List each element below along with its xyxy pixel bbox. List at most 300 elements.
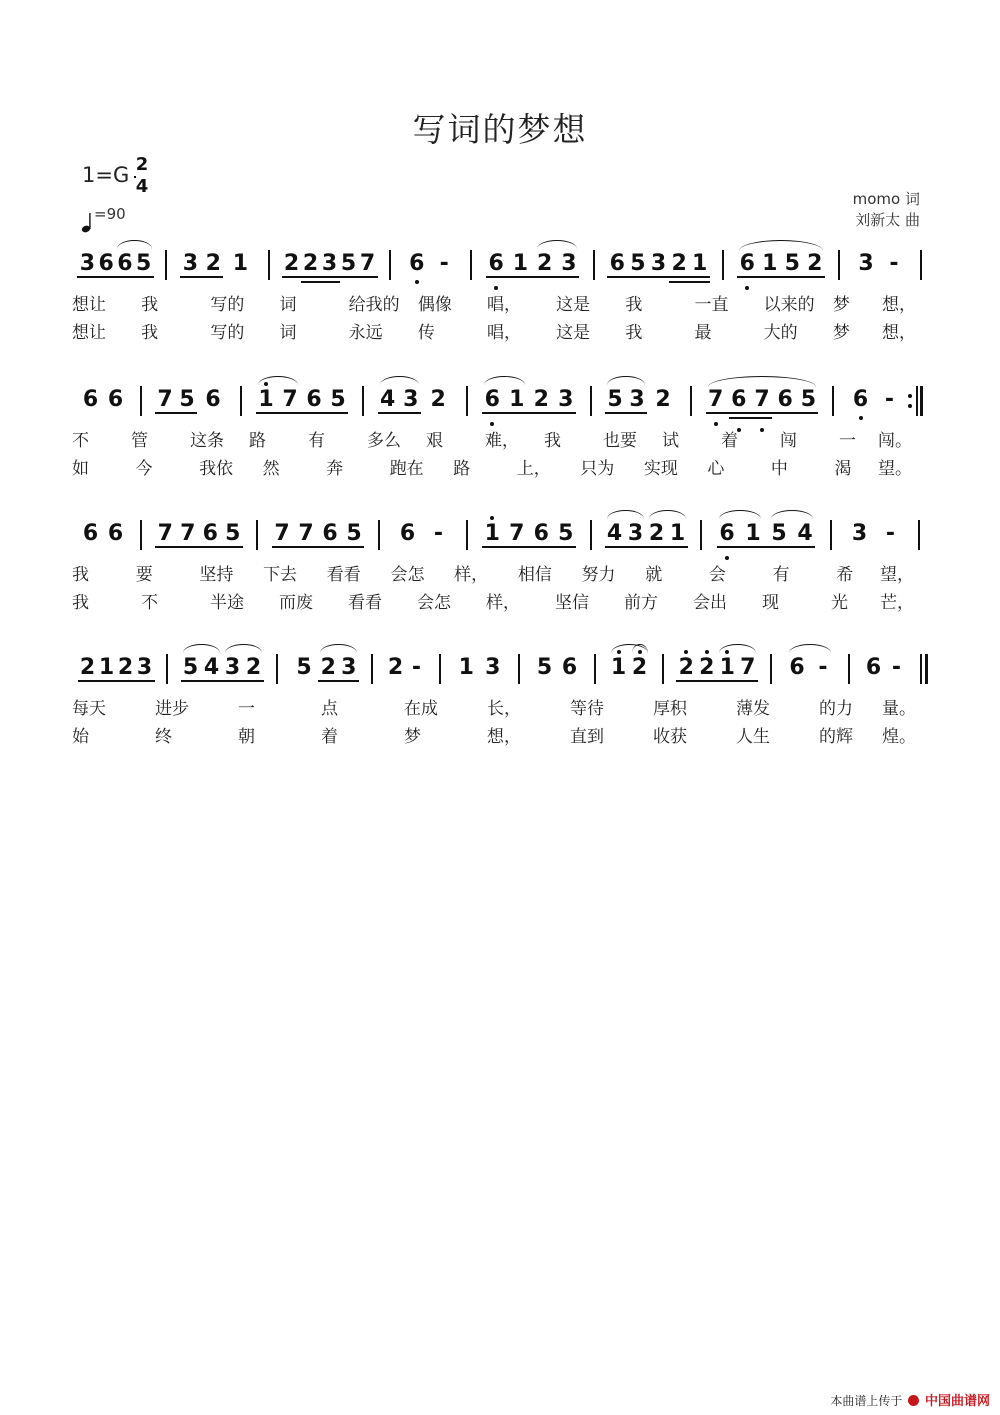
beam-underline [282,276,378,278]
sustain-dash: - [885,521,896,546]
bar-line [590,386,592,416]
beam-underline [272,546,364,548]
meter-top: 2 [135,154,149,175]
lyric-word: 样， [486,593,520,613]
note: 2 [648,521,665,546]
lyric-word: 实现 [643,459,678,479]
lyric-word: 量。 [882,699,916,719]
sustain-dash: - [818,655,828,680]
note: 7 [180,521,196,546]
bar-line [165,250,167,280]
note: 1 [610,655,627,680]
lyric-word: 艰 [426,431,443,451]
lyric-word: 进步 [155,699,189,719]
octave-up-dot [705,650,709,654]
bar-line [256,520,258,550]
bar-line [140,386,142,416]
bar-line [594,654,596,684]
lyric-word: 管 [131,431,148,451]
footer-uploaded-text: 本曲谱上传于 [830,1394,903,1408]
lyric-word: 坚信 [555,593,589,613]
lyric-word: 写的 [210,295,245,315]
beam-underline [155,546,243,548]
note: 1 [745,521,761,546]
lyric-word: 中 [770,459,788,479]
beam-underline [256,412,348,414]
bar-line [240,386,242,416]
lyric-word: 有 [772,565,790,585]
slur-arc [320,644,357,653]
note: 7 [707,387,724,412]
bar-line [439,654,441,684]
note: 6 [82,521,99,546]
lyric-word: 如 [72,459,89,479]
bar-line [662,654,664,684]
note: 1 [669,521,686,546]
beam-underline [318,680,359,682]
beam-underline [729,417,772,419]
beam-underline [482,546,576,548]
note: 1 [458,655,474,680]
bar-line [378,520,380,550]
note: 6 [205,387,221,412]
note: 6 [98,251,114,276]
octave-down-dot [714,422,718,426]
note: 6 [852,387,869,412]
lyric-word: 闯。 [878,431,912,451]
bar-line [466,520,468,550]
lyric-word: 跑在 [389,459,424,479]
note: 7 [282,387,298,412]
lyric-word: 前方 [624,593,658,613]
lyric-word: 终 [155,727,172,747]
bar-line [920,250,922,280]
note: 7 [157,387,173,412]
note: 6 [739,251,755,276]
slur-arc [183,644,220,653]
lyric-word: 每天 [72,699,106,719]
beam-underline [482,412,576,414]
note: 5 [340,251,357,276]
bar-line [593,250,595,280]
lyric-word: 不 [72,431,89,451]
slur-arc [484,376,525,385]
lyric-word: 相信 [517,565,552,585]
lyric-word: 传 [417,323,435,343]
lyric-word: 渴 [834,459,852,479]
lyric-word: 望， [880,565,914,585]
lyric-word: 偶像 [417,295,452,315]
lyric-word: 收获 [653,727,687,747]
lyric-word: 会出 [693,593,727,613]
slur-arc [739,240,823,251]
lyric-word: 会 [708,565,726,585]
bar-line [832,386,834,416]
note: 5 [558,521,574,546]
score-title: 写词的梦想 [412,110,588,149]
slur-arc [225,644,262,653]
footer-site-name: 中国曲谱网 [924,1394,990,1409]
beam-underline [717,546,815,548]
note: 6 [322,521,338,546]
lyric-word: 想， [882,295,916,315]
beam-underline [676,680,758,682]
lyric-word: 心 [707,459,725,479]
note: 6 [719,521,735,546]
note: 3 [224,655,241,680]
note: 6 [399,521,416,546]
note: 2 [320,655,336,680]
beam-underline [378,412,421,414]
lyric-word: 直到 [570,727,604,747]
sustain-dash: - [884,387,895,412]
note: 1 [258,387,274,412]
note: 2 [807,251,823,276]
note: 6 [865,655,882,680]
note: 5 [800,387,817,412]
note: 5 [179,387,195,412]
lyric-word: 希 [836,565,854,585]
lyric-word: 路 [249,431,266,451]
slur-arc [258,376,298,385]
lyric-word: 我 [544,431,561,451]
repeat-dot [908,394,912,398]
note: 5 [330,387,346,412]
beam-underline [301,281,340,283]
note: 7 [754,387,770,412]
note: 6 [202,521,218,546]
note: 6 [107,521,124,546]
lyric-word: 我 [625,323,643,343]
note: 4 [606,521,623,546]
lyric-word: 着 [321,727,338,747]
slur-arc [789,644,831,653]
note: 2 [302,251,319,276]
note: 5 [346,521,362,546]
note: 7 [740,655,756,680]
octave-down-dot [859,416,863,420]
lyric-word: 一 [238,699,255,719]
lyric-word: 词 [279,295,297,315]
lyric-word: 看看 [326,565,361,585]
note: 6 [777,387,793,412]
note: 7 [274,521,290,546]
footer-credit [830,1390,990,1409]
note: 5 [784,251,800,276]
note: 6 [488,251,504,276]
lyric-word: 朝 [238,727,255,747]
lyric-word: 想让 [72,323,106,343]
slur-arc [537,240,577,249]
lyric-word: 在成 [404,699,438,719]
note: 6 [117,251,133,276]
lyric-word: 一 [839,431,856,451]
slur-arc [607,376,645,385]
lyric-word: 只为 [580,459,615,479]
slur-arc [708,376,817,387]
note: 2 [387,655,404,680]
note: 6 [561,655,578,680]
note: 2 [430,387,446,412]
bar-line [916,386,918,416]
lyric-word: 而废 [279,593,313,613]
composer-credit: 刘新太 曲 [855,211,920,229]
note: 2 [533,387,549,412]
repeat-dot [908,404,912,408]
beam-underline [605,412,647,414]
bar-line [920,654,922,684]
lyric-word: 要 [135,565,153,585]
lyric-word: 路 [453,459,471,479]
note: 4 [797,521,813,546]
note: 3 [561,251,577,276]
lyricist-credit: momo 词 [852,190,920,208]
note: 3 [650,251,667,276]
note: 1 [232,251,249,276]
note: 1 [719,655,735,680]
lyric-word: 上， [516,459,551,479]
note: 3 [341,655,357,680]
octave-down-dot [760,428,764,432]
lyric-word: 多么 [367,431,401,451]
lyric-word: 有 [308,431,325,451]
lyric-word: 也要 [603,431,637,451]
lyric-word: 给我的 [348,295,400,315]
octave-down-dot [745,286,749,290]
beam-underline [155,412,197,414]
note: 1 [98,655,115,680]
note: 2 [678,655,694,680]
note: 7 [298,521,314,546]
note: 3 [558,387,574,412]
note: 6 [306,387,322,412]
lyric-word: 就 [645,565,663,585]
note: 2 [536,251,553,276]
note: 3 [485,655,501,680]
lyric-word: 光 [831,593,848,613]
lyric-word: 会怎 [390,565,425,585]
lyric-word: 我 [141,295,159,315]
note: 7 [157,521,173,546]
slur-arc [632,644,648,653]
beam-underline [181,680,264,682]
site-logo-icon [908,1395,919,1406]
note: 3 [79,251,96,276]
note: 1 [509,387,525,412]
note: 5 [135,251,152,276]
lyric-word: 唱， [487,323,521,343]
lyric-word: 大的 [763,323,798,343]
bar-line [276,654,278,684]
lyric-word: 长， [487,699,521,719]
lyric-word: 词 [279,323,297,343]
note: 5 [225,521,241,546]
beam-underline [669,281,710,283]
beam-underline [737,276,825,278]
bar-line [700,520,702,550]
note: 5 [771,521,787,546]
bar-line [830,520,832,550]
bar-line [371,654,373,684]
beam-underline [605,546,688,548]
final-bar-line [925,654,928,684]
lyric-word: 努力 [581,565,616,585]
beam-underline [486,276,579,278]
lyric-word: 半途 [210,593,244,613]
beam-underline [78,680,155,682]
bar-line [166,654,168,684]
slur-arc [607,510,644,519]
lyric-word: 薄发 [736,699,770,719]
lyric-word: 厚积 [653,699,687,719]
bar-line [590,520,592,550]
note: 5 [296,655,312,680]
lyric-word: 我 [625,295,643,315]
lyric-word: 芒， [880,593,914,613]
lyric-word: 然 [262,459,280,479]
lyric-word: 难， [485,431,519,451]
beam-underline [607,276,709,278]
note: 3 [136,655,153,680]
lyric-word: 这是 [556,295,591,315]
lyric-word: 永远 [348,323,383,343]
lyric-word: 会怎 [417,593,451,613]
note: 2 [283,251,300,276]
key-signature: 1=G [82,163,130,187]
tempo-marking: =90 [94,205,126,223]
lyric-word: 不 [141,593,158,613]
note: 1 [692,251,708,276]
note: 3 [627,521,644,546]
lyric-word: 梦 [832,323,850,343]
sustain-dash: - [439,251,449,276]
note: 2 [117,655,134,680]
lyric-word: 下去 [263,565,298,585]
lyric-word: 这是 [556,323,591,343]
lyric-word: 等待 [570,699,604,719]
lyric-word: 梦 [832,295,850,315]
note: 1 [484,521,500,546]
slur-arc [649,510,686,519]
beam-underline [77,276,153,278]
bar-line [722,250,724,280]
lyric-word: 想， [882,323,916,343]
lyric-word: 坚持 [199,565,234,585]
bar-line [466,386,468,416]
lyric-word: 唱， [487,295,521,315]
note: 3 [403,387,419,412]
lyric-word: 最 [694,323,712,343]
lyric-word: 梦 [404,727,421,747]
lyric-word: 想， [487,727,521,747]
lyric-word: 我 [141,323,159,343]
note: 5 [536,655,553,680]
note: 2 [205,251,221,276]
lyric-word: 煌。 [882,727,916,747]
lyric-word: 的力 [819,699,853,719]
lyric-word: 一直 [694,295,729,315]
note: 6 [107,387,124,412]
octave-down-dot [494,286,498,290]
note: 6 [609,251,625,276]
note: 6 [82,387,99,412]
lyric-word: 闯 [780,431,797,451]
repeat-bar-line [920,386,923,416]
note: 2 [655,387,671,412]
beam-underline [706,412,819,414]
lyric-word: 写的 [210,323,245,343]
lyric-word: 我 [72,593,89,613]
note: 3 [858,251,874,276]
bar-line [690,386,692,416]
note: 6 [533,521,549,546]
note: 5 [607,387,623,412]
note: 3 [321,251,338,276]
sustain-dash: - [433,521,444,546]
lyric-word: 始 [72,727,89,747]
lyric-word: 样， [454,565,489,585]
note: 2 [671,251,687,276]
note: 6 [731,387,747,412]
bar-line [518,654,520,684]
note: 2 [79,655,96,680]
lyric-word: 试 [662,431,679,451]
note: 6 [484,387,500,412]
note: 3 [629,387,645,412]
note: 3 [182,251,199,276]
octave-up-dot [684,650,688,654]
lyric-word: 人生 [736,727,770,747]
lyric-word: 着 [721,431,738,451]
note: 4 [379,387,396,412]
note: 5 [630,251,646,276]
note: 2 [245,655,262,680]
bar-line [848,654,850,684]
octave-down-dot [490,422,494,426]
sustain-dash: - [411,655,422,680]
slur-arc [719,644,756,653]
note: 2 [699,655,715,680]
lyric-word: 点 [321,699,338,719]
note: 7 [509,521,525,546]
lyric-word: 我 [72,565,89,585]
note: 3 [851,521,868,546]
lyric-word: 这条 [190,431,224,451]
slur-arc [380,376,419,385]
note: 2 [631,655,648,680]
lyric-word: 的辉 [819,727,853,747]
lyric-word: 现 [762,593,779,613]
note: 6 [789,655,805,680]
octave-up-dot [490,516,494,520]
note: 6 [409,251,425,276]
note: 7 [359,251,376,276]
note: 4 [203,655,220,680]
lyric-word: 以来的 [763,295,815,315]
lyric-word: 望。 [878,459,912,479]
lyric-word: 想让 [72,295,106,315]
lyric-word: 看看 [348,593,382,613]
meter-bottom: 4 [135,176,149,197]
bar-line [470,250,472,280]
beam-underline [180,276,223,278]
bar-line [268,250,270,280]
lyric-word: 奔 [326,459,344,479]
note: 1 [512,251,529,276]
bar-line [838,250,840,280]
slur-arc [117,240,152,249]
slur-arc [719,510,761,519]
